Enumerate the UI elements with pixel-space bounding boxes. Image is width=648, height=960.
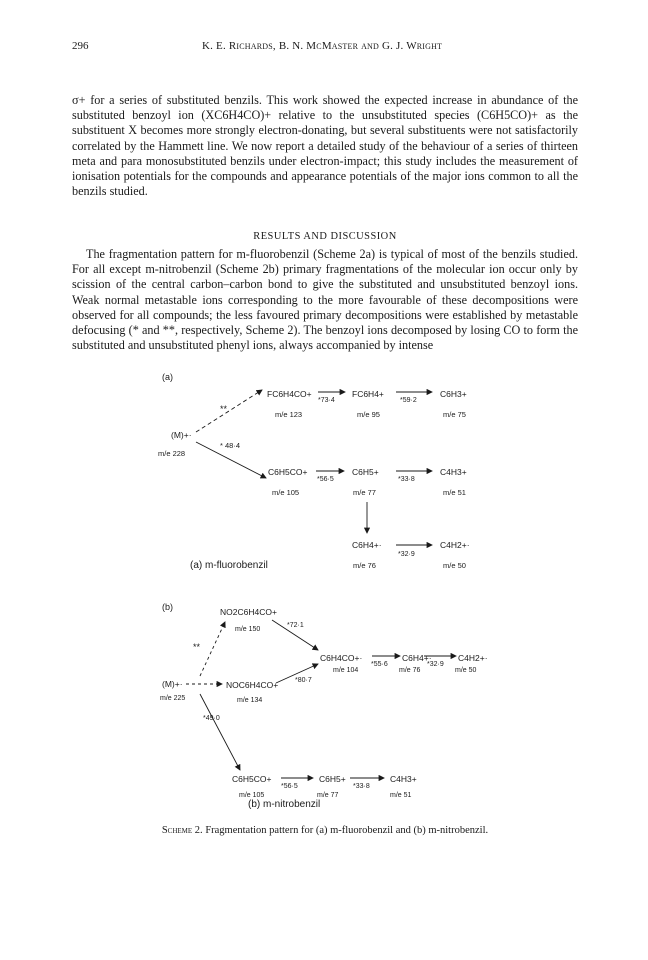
phenyl-mass-b: m/e 77	[317, 792, 339, 799]
dashed-arrow-molecular-to-nitro	[200, 622, 225, 676]
mass-c6h3: m/e 75	[443, 410, 466, 419]
scheme-b	[160, 602, 488, 810]
c4h3-mass-b: m/e 51	[390, 792, 412, 799]
noc-ion: NOC6H4CO+	[226, 680, 279, 690]
c6h4-ion: C6H4+·	[402, 653, 432, 663]
scheme-b-panel-label: (b)	[162, 602, 173, 612]
c6h4-mass: m/e 76	[399, 667, 421, 674]
ion-c6h4: C6H4+·	[352, 540, 382, 550]
ion-fluorobenzoyl: FC6H4CO+	[267, 389, 312, 399]
noc-mass: m/e 134	[237, 697, 263, 704]
c6h4co-mass: m/e 104	[333, 667, 359, 674]
mass-c4h3: m/e 51	[443, 488, 466, 497]
scheme-a	[158, 372, 470, 571]
benzoyl-ion-b: C6H5CO+	[232, 774, 272, 784]
phenyl-ion-b: C6H5+	[319, 774, 346, 784]
metastable-80: *80·7	[295, 677, 312, 684]
ion-fluorophenyl: FC6H4+	[352, 389, 384, 399]
metastable-row2-a: *56·5	[317, 476, 334, 483]
metastable-55: *55·6	[371, 661, 388, 668]
metastable-49: *49·0	[203, 715, 220, 722]
metastable-row2-b: *33·8	[398, 476, 415, 483]
metastable-row1-a: *73·4	[318, 397, 335, 404]
molecular-ion-label-b: (M)+·	[162, 679, 183, 689]
running-head-authors: K. E. Richards, B. N. McMaster and G. J. Wright	[202, 40, 443, 52]
metastable-double-star: **	[220, 404, 228, 414]
metastable-32: *32·9	[427, 661, 444, 668]
metastable-bottom-a: *56·5	[281, 783, 298, 790]
mass-c6h4: m/e 76	[353, 561, 376, 570]
metastable-bottom-b: *33·8	[353, 783, 370, 790]
scheme-a-title: (a) m-fluorobenzil	[190, 560, 268, 571]
mass-c4h2: m/e 50	[443, 561, 466, 570]
ion-benzoyl: C6H5CO+	[268, 467, 308, 477]
metastable-72: *72·1	[287, 622, 304, 629]
scheme-a-panel-label: (a)	[162, 372, 173, 382]
scheme-caption	[72, 825, 578, 836]
section-heading: RESULTS AND DISCUSSION	[253, 231, 397, 242]
metastable-row1-b: *59·2	[400, 397, 417, 404]
c4h2-mass-b: m/e 50	[455, 667, 477, 674]
mass-fluorobenzoyl: m/e 123	[275, 410, 303, 419]
metastable-double-star-b: **	[193, 642, 201, 652]
scheme-b-title: (b) m-nitrobenzil	[248, 799, 321, 810]
page-number: 296	[72, 40, 89, 52]
nitro-benzoyl-ion: NO2C6H4CO+	[220, 607, 277, 617]
ion-c4h2: C4H2+·	[440, 540, 470, 550]
c4h3-ion-b: C4H3+	[390, 774, 417, 784]
metastable-row3: *32·9	[398, 551, 415, 558]
paragraph-text: The fragmentation pattern for m-fluorobenzil (Scheme 2a) is typical of most of the benzils studied. For all except m-nitrobenzil (Scheme 2b) primary fragmentations of the molecular ion occur only by scission of the central carbon–carbon bond to give the substituted and unsubstituted benzoyl ions. Weak normal metastable ions corresponding to the more favourable of these decompositions were observed for all compounds; the less favoured primary decompositions were established by metastable defocusing (* and **, respectively, Scheme 2). The benzoyl ions decomposed by losing CO to form the substituted and unsubstituted phenyl ions, always accompanied by intense	[72, 247, 578, 353]
metastable-48: * 48·4	[220, 441, 241, 450]
mass-fluorophenyl: m/e 95	[357, 410, 380, 419]
nitro-benzoyl-mass: m/e 150	[235, 626, 261, 633]
molecular-mass-label-b: m/e 225	[160, 695, 186, 702]
ion-c4h3: C4H3+	[440, 467, 467, 477]
ion-c6h3: C6H3+	[440, 389, 467, 399]
mass-phenyl: m/e 77	[353, 488, 376, 497]
paragraph-text: σ+ for a series of substituted benzils. This work showed the expected increase in abundance of the substituted benzoyl ion (XC6H4CO)+ relative to the unsubstituted species (C6H5CO)+ as the substituent X becomes more strongly electron-donating, but several substituents were not satisfactorily correlated by the Hammett line. We now report a detailed study of the behaviour of a series of thirteen meta and para monosubstituted benzils under electron-impact; this study includes the measurement of ionisation potentials for the compounds and appearance potentials of the major ions common to all the benzils studied.	[72, 93, 578, 199]
molecular-ion-label: (M)+·	[171, 430, 192, 440]
dashed-arrow-molecular-to-fluorobenzoyl	[196, 390, 262, 432]
c4h2-ion-b: C4H2+·	[458, 653, 488, 663]
molecular-mass-label: m/e 228	[158, 449, 186, 458]
arrow-molecular-to-benzoyl-b	[200, 694, 240, 770]
c6h4co-ion: C6H4CO+·	[320, 653, 363, 663]
mass-benzoyl: m/e 105	[272, 488, 300, 497]
caption-text: Fragmentation pattern for (a) m-fluorobenzil and (b) m-nitrobenzil.	[205, 825, 489, 836]
ion-phenyl: C6H5+	[352, 467, 379, 477]
caption-label: Scheme 2.	[161, 825, 203, 836]
benzoyl-mass-b: m/e 105	[239, 792, 265, 799]
